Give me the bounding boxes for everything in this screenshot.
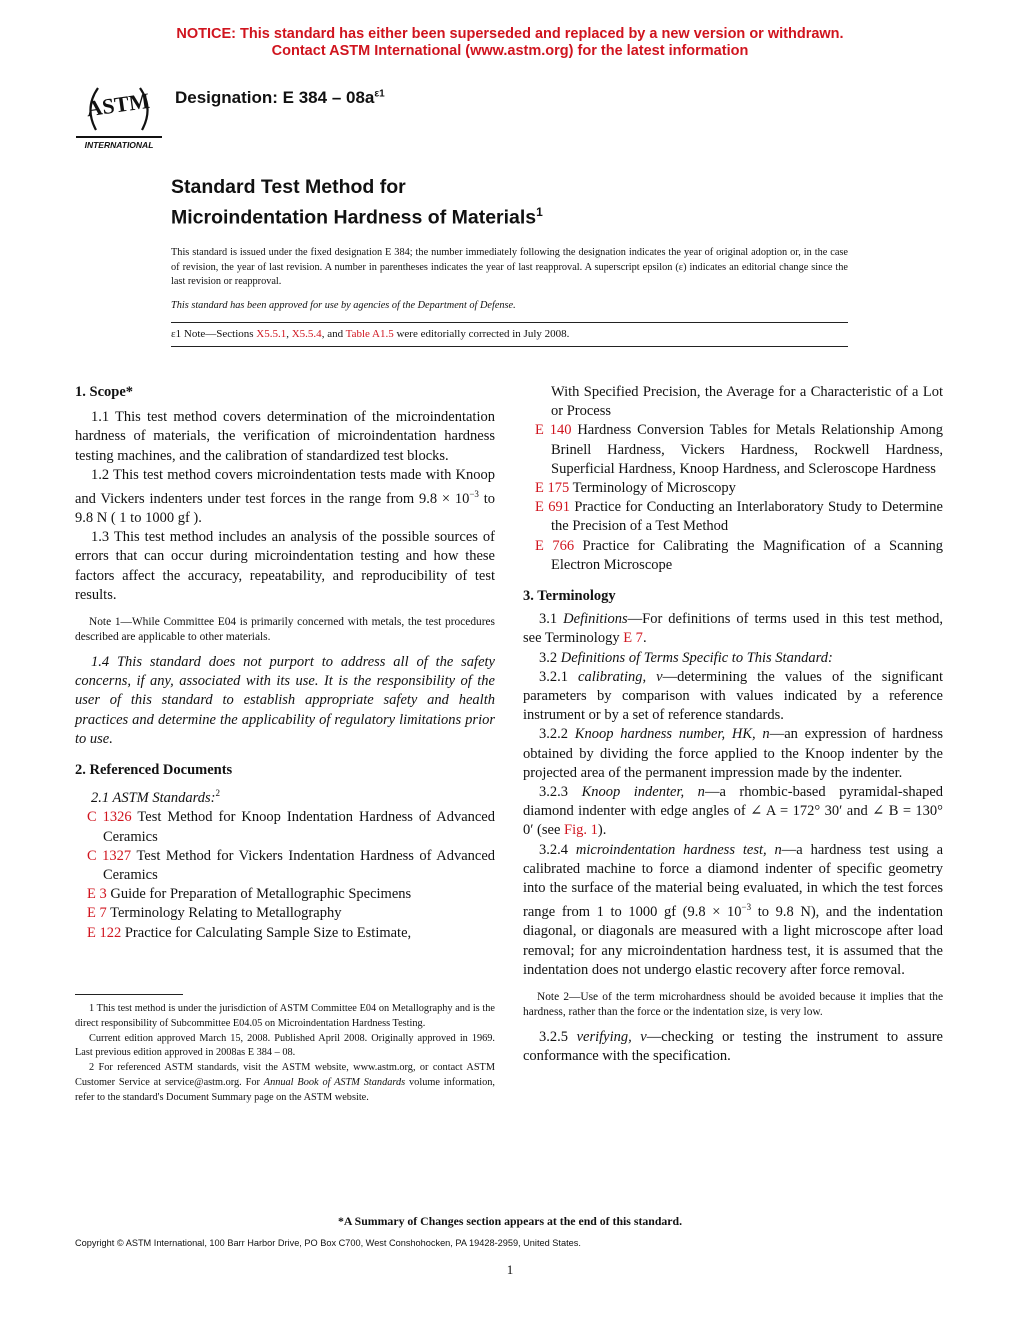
- link-e7-terminology[interactable]: E 7: [623, 630, 643, 647]
- paragraph-1-3: 1.3 This test method includes an analysis of the possible sources of errors that can occur during microindentation testing and how these factors affect the accuracy, repeatability, and reproducibility of test results.: [75, 529, 495, 603]
- designation-label: Designation: E 384 – 08a: [175, 88, 375, 107]
- footnotes: [75, 1002, 495, 1106]
- logo-subtext: INTERNATIONAL: [84, 140, 154, 150]
- reference-e3: E 3 Guide for Preparation of Metallographic Specimens: [87, 886, 412, 903]
- note-1: Note 1—While Committee E04 is primarily concerned with metals, the test procedures described are applicable to other materials.: [75, 616, 495, 644]
- link-e766[interactable]: E 766: [535, 537, 575, 554]
- reference-c1326: C 1326 Test Method for Knoop Indentation Hardness of Advanced Ceramics: [87, 809, 495, 845]
- link-e3[interactable]: E 3: [87, 886, 107, 903]
- reference-e691: E 691 Practice for Conducting an Interlaboratory Study to Determine the Precision of a Test Method: [535, 499, 943, 535]
- footnote-1-continued: Current edition approved March 15, 2008. Published April 2008. Originally approved in 1969. Last previous edition approved in 2008as E 384 – 08.: [75, 1032, 495, 1059]
- astm-logo: [76, 74, 162, 150]
- paragraph-1-2: 1.2 This test method covers microindentation tests made with Knoop and Vickers indenters under test forces in the range from $9.8 \times 10^{-3}$ to 9.8 N ( 1 to 1000 gf ).: [75, 466, 495, 527]
- link-e122[interactable]: E 122: [87, 924, 122, 941]
- title-line-2: Microindentation Hardness of Materials: [171, 206, 537, 229]
- note-2: Note 2—Use of the term microhardness should be avoided because it implies that the hardness, rather than the force or the indentation size, is very low.: [523, 990, 943, 1018]
- divider: [171, 346, 848, 347]
- page-number: 1: [506, 1262, 514, 1277]
- reference-c1327: C 1327 Test Method for Vickers Indentation Hardness of Advanced Ceramics: [87, 847, 495, 883]
- divider: [171, 322, 848, 323]
- title-footnote-mark: 1: [536, 205, 543, 219]
- reference-e175: E 175 Terminology of Microscopy: [535, 480, 736, 497]
- paragraph-3-2-1: 3.2.1 calibrating, v—determining the values of the significant parameters by comparison with values indicated by a reference instrument or by a set of reference standards.: [523, 668, 943, 724]
- withdrawal-notice: [0, 26, 1020, 60]
- section-heading-referenced-documents: 2. Referenced Documents: [75, 762, 233, 779]
- designation: [175, 88, 385, 108]
- paragraph-1-1: 1.1 This test method covers determination of the microindentation hardness of materials, the verification of microindentation hardness testing machines, and the calibration of standardized test blocks.: [75, 409, 495, 464]
- footnote-divider: [75, 994, 183, 995]
- section-heading-scope: 1. Scope*: [75, 384, 133, 400]
- paragraph-1-4: 1.4 This standard does not purport to address all of the safety concerns, if any, associated with its use. It is the responsibility of the user of this standard to establish appropriate safety and health practices and determine the applicability of regulatory limitations prior to use.: [75, 654, 495, 747]
- summary-of-changes-notice: *A Summary of Changes section appears at the end of this standard.: [337, 1214, 683, 1228]
- link-c1327[interactable]: C 1327: [87, 847, 132, 864]
- link-c1326[interactable]: C 1326: [87, 809, 132, 826]
- left-column: [75, 383, 495, 943]
- footnote-2: 2 For referenced ASTM standards, visit the ASTM website, www.astm.org, or contact ASTM Customer Service at service@astm.org. For Annual Book of ASTM Standards volume information, refer to the standard's Document Summary page on the ASTM website.: [75, 1062, 495, 1103]
- link-x5-5-1[interactable]: X5.5.1: [256, 328, 287, 340]
- footnote-1: 1 This test method is under the jurisdiction of ASTM Committee E04 on Metallography and is the direct responsibility of Subcommittee E04.05 on Microindentation Hardness Testing.: [75, 1003, 495, 1029]
- right-column: [523, 383, 943, 1066]
- reference-e122-continued: With Specified Precision, the Average for a Characteristic of a Lot or Process: [551, 384, 943, 420]
- section-heading-terminology: 3. Terminology: [523, 588, 616, 605]
- notice-line-2: Contact ASTM International (www.astm.org) for the latest information: [271, 43, 749, 59]
- reference-e7: E 7 Terminology Relating to Metallography: [87, 905, 342, 922]
- reference-e122: E 122 Practice for Calculating Sample Size to Estimate,: [87, 924, 412, 941]
- link-e175[interactable]: E 175: [535, 480, 570, 497]
- link-e7[interactable]: E 7: [87, 905, 107, 922]
- document-title: [171, 175, 543, 231]
- link-x5-5-4[interactable]: X5.5.4: [291, 328, 322, 340]
- link-e691[interactable]: E 691: [535, 499, 570, 516]
- paragraph-2-1: 2.1 ASTM Standards:$^2$: [91, 788, 220, 807]
- title-line-1: Standard Test Method for: [171, 176, 406, 198]
- editorial-note: ε1 Note—Sections X5.5.1, X5.5.4, and Table A1.5 were editorially corrected in July 2008.: [171, 328, 570, 340]
- reference-e766: E 766 Practice for Calibrating the Magnification of a Scanning Electron Microscope: [535, 537, 943, 573]
- link-fig-1[interactable]: Fig. 1: [564, 822, 598, 839]
- reference-e140: E 140 Hardness Conversion Tables for Metals Relationship Among Brinell Hardness, Vickers Hardness, Rockwell Hardness, Superficial Hardness, Knoop Hardness, and Scleroscope Hardness: [535, 422, 944, 477]
- dod-approval: This standard has been approved for use by agencies of the Department of Defense.: [171, 300, 516, 311]
- link-e140[interactable]: E 140: [535, 422, 572, 439]
- paragraph-3-2-5: 3.2.5 verifying, v—checking or testing the instrument to assure conformance with the specification.: [523, 1028, 943, 1065]
- copyright: Copyright © ASTM International, 100 Barr Harbor Drive, PO Box C700, West Conshohocken, PA 19428-2959, United States.: [75, 1238, 581, 1248]
- paragraph-3-2-2: 3.2.2 Knoop hardness number, HK, n—an expression of hardness obtained by dividing the force applied to the Knoop indenter by the projected area of the permanent impression made by the indenter.: [523, 726, 944, 781]
- logo-text: ASTM: [84, 87, 152, 122]
- designation-epsilon: ε1: [374, 88, 385, 100]
- link-table-a1-5[interactable]: Table A1.5: [345, 328, 394, 340]
- paragraph-3-2-4: 3.2.4 microindentation hardness test, n—a hardness test using a calibrated machine to force a diamond indenter of specific geometry into the surface of the material being evaluated, in which the test forces range from 1 to 1000 gf ($9.8 \times 10^{-3}$ to 9.8 N), and the indentation diagonal, or diagonals are measured with a light microscope after load removal; for any microindentation hardness test, it is assumed that the indentation does not undergo elastic recovery after force removal.: [523, 841, 944, 978]
- paragraph-3-2: 3.2 Definitions of Terms Specific to This Standard:: [539, 649, 833, 666]
- preamble: This standard is issued under the fixed designation E 384; the number immediately following the designation indicates the year of original adoption or, in the case of revision, the year of last revision. A number in parentheses indicates the year of last reapproval. A superscript epsilon (ε) indicates an editorial change since the last revision or reapproval.: [171, 247, 848, 287]
- paragraph-3-1: 3.1 Definitions—For definitions of terms used in this test method, see Terminology E 7.: [523, 611, 943, 647]
- paragraph-3-2-3: 3.2.3 Knoop indenter, n—a rhombic-based pyramidal-shaped diamond indenter with edge angles of ∠ A = 172° 30′ and ∠ B = 130° 0′ (see Fig. 1).: [523, 784, 944, 839]
- notice-line-1: NOTICE: This standard has either been superseded and replaced by a new version or withdrawn.: [176, 26, 844, 42]
